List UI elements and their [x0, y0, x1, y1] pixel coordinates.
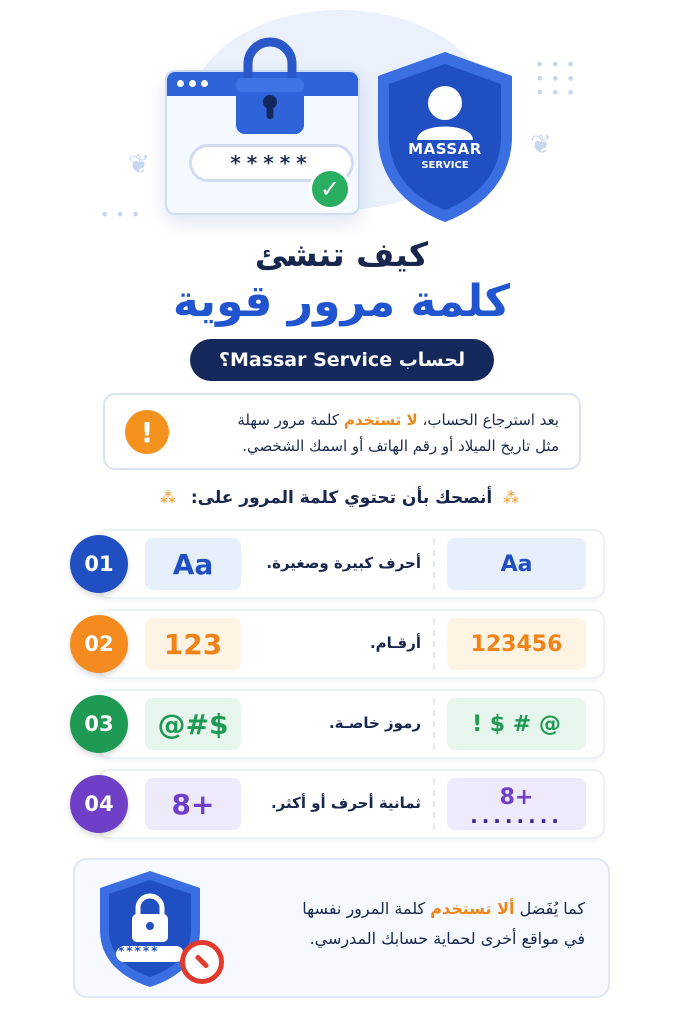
rule-example-right-text: 8+ — [499, 785, 534, 810]
padlock-icon — [232, 36, 308, 136]
bottom-line2: في مواقع أخرى لحماية حسابك المدرسي. — [309, 929, 585, 948]
title-line1: كيف تنشئ — [254, 235, 429, 274]
subtitle-pill: لحساب Massar Service؟ — [190, 339, 494, 381]
row-divider — [433, 699, 435, 749]
sparkle-icon-right: ⁂ — [503, 488, 519, 507]
rule-number-badge: 04 — [70, 775, 128, 833]
decor-dots-left: ••• — [100, 205, 147, 224]
warning-box — [103, 393, 581, 470]
shield-icon — [370, 48, 520, 226]
shield-label-massar: MASSAR — [408, 140, 482, 158]
row-divider — [433, 619, 435, 669]
advice-heading: أنصحك بأن تحتوي كلمة المرور على: — [190, 488, 493, 508]
rule-example-left: Aa — [145, 538, 241, 590]
row-divider — [433, 779, 435, 829]
rule-example-right: Aa — [447, 538, 586, 590]
title-line2: كلمة مرور قوية — [172, 276, 511, 327]
shield-label — [386, 140, 504, 171]
rule-label: ثمانية أحرف أو أكثر. — [270, 794, 421, 812]
bottom-note-text — [255, 894, 585, 954]
rule-label: أرقـام. — [369, 634, 421, 652]
rule-number-badge: 03 — [70, 695, 128, 753]
exclamation-icon: ! — [125, 410, 169, 454]
shield-label-service: SERVICE — [421, 160, 469, 171]
hero-illustration — [0, 0, 683, 230]
warning-line1: بعد استرجاع الحساب، لا تستخدم كلمة مرور سهلة — [237, 411, 559, 429]
row-divider — [433, 539, 435, 589]
rule-label: أحرف كبيرة وصغيرة. — [266, 554, 421, 572]
rule-example-left: @#$ — [145, 698, 241, 750]
warning-emphasis: لا تستخدم — [343, 411, 418, 429]
rule-example-right: 123456 — [447, 618, 586, 670]
bottom-line1: كما يُفَضل ألا تستخدم كلمة المرور نفسها — [302, 899, 585, 918]
leaf-decor-left: ❦ — [128, 150, 150, 180]
sparkle-icon-left: ⁂ — [160, 488, 176, 507]
password-dots: ........ — [470, 804, 563, 828]
rule-example-left: 123 — [145, 618, 241, 670]
rule-example-left: 8+ — [145, 778, 241, 830]
warning-text — [179, 407, 559, 459]
rule-number-badge: 01 — [70, 535, 128, 593]
rule-label: رموز خاصـة. — [328, 714, 421, 732]
decor-dots: ••• ••• ••• — [535, 55, 582, 102]
password-field: ***** — [189, 144, 354, 182]
leaf-decor-right: ❦ — [530, 130, 552, 160]
rule-number-badge: 02 — [70, 615, 128, 673]
rule-example-right — [447, 778, 586, 830]
bottom-emphasis: ألا تستخدم — [430, 899, 515, 918]
rule-example-right: ! $ # @ — [447, 698, 586, 750]
shield-password-mask: ***** — [118, 944, 160, 958]
prohibited-icon — [180, 940, 224, 984]
checkmark-icon: ✓ — [309, 168, 351, 210]
warning-line2: مثل تاريخ الميلاد أو رقم الهاتف أو اسمك الشخصي. — [242, 437, 559, 455]
